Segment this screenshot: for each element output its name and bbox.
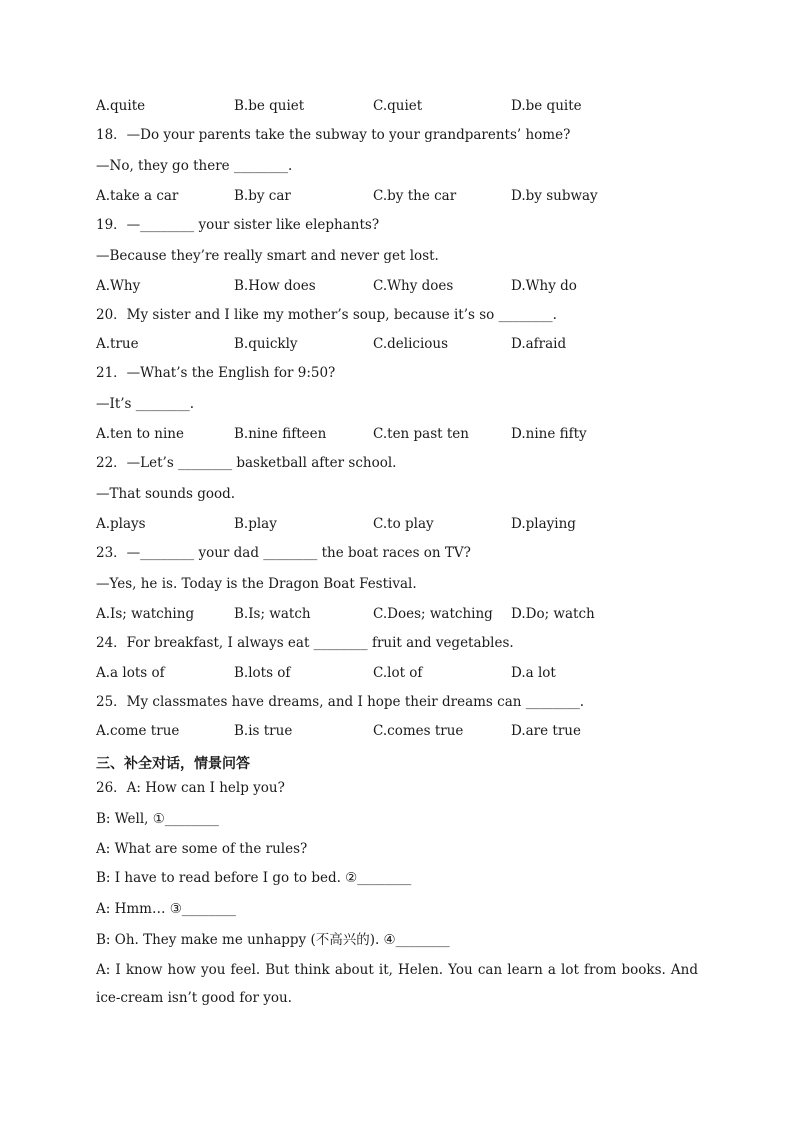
dialogue-line-5: A: Hmm… ③________ — [96, 901, 236, 917]
dialogue-line-1: 26．A: How can I help you? — [96, 780, 285, 796]
q24-option-a: A.a lots of — [96, 665, 165, 681]
q23-options — [96, 605, 716, 623]
q17-option-a: A.quite — [96, 98, 146, 114]
q25-options — [96, 722, 716, 740]
section-heading: 三、补全对话，情景问答 — [96, 756, 250, 772]
q22-reply: —That sounds good. — [96, 486, 236, 502]
q20-option-d: D.afraid — [511, 336, 567, 352]
q23-option-a: A.Is; watching — [96, 606, 195, 622]
q22-option-a: A.plays — [96, 516, 146, 532]
q25-option-b: B.is true — [234, 723, 293, 739]
q21-options — [96, 425, 716, 443]
q24-option-c: C.lot of — [373, 665, 423, 681]
q21-option-c: C.ten past ten — [373, 426, 469, 442]
q23-option-d: D.Do; watch — [511, 606, 595, 622]
q20-option-c: C.delicious — [373, 336, 449, 352]
q19-option-d: D.Why do — [511, 278, 577, 294]
q18-option-d: D.by subway — [511, 188, 598, 204]
q20-option-b: B.quickly — [234, 336, 298, 352]
q22-option-c: C.to play — [373, 516, 434, 532]
q17-options — [96, 97, 716, 115]
q22-option-d: D.playing — [511, 516, 576, 532]
q20-options — [96, 335, 716, 353]
q20-question: 20．My sister and I like my mother’s soup, because it’s so ________. — [96, 307, 557, 323]
q23-option-b: B.Is; watch — [234, 606, 311, 622]
q18-option-c: C.by the car — [373, 188, 457, 204]
q25-option-a: A.come true — [96, 723, 180, 739]
dialogue-line-4: B: I have to read before I go to bed. ②________ — [96, 870, 412, 886]
q19-reply: —Because they’re really smart and never get lost. — [96, 248, 439, 264]
dialogue-line-2: B: Well, ①________ — [96, 811, 219, 827]
q18-option-b: B.by car — [234, 188, 291, 204]
q19-option-b: B.How does — [234, 278, 316, 294]
q21-option-d: D.nine fifty — [511, 426, 587, 442]
q24-options — [96, 664, 716, 682]
q18-question: 18．—Do your parents take the subway to your grandparents’ home? — [96, 127, 571, 143]
q25-question: 25．My classmates have dreams, and I hope their dreams can ________. — [96, 694, 585, 710]
q22-option-b: B.play — [234, 516, 277, 532]
q22-options — [96, 515, 716, 533]
q23-question: 23．—________ your dad ________ the boat races on TV? — [96, 545, 471, 561]
q25-option-d: D.are true — [511, 723, 581, 739]
q25-option-c: C.comes true — [373, 723, 464, 739]
q23-reply: —Yes, he is. Today is the Dragon Boat Festival. — [96, 576, 417, 592]
q23-option-c: C.Does; watching — [373, 606, 493, 622]
q17-option-b: B.be quiet — [234, 98, 305, 114]
q21-question: 21．—What’s the English for 9:50? — [96, 365, 336, 381]
q20-option-a: A.true — [96, 336, 139, 352]
q19-option-c: C.Why does — [373, 278, 454, 294]
q21-reply: —It’s ________. — [96, 396, 195, 412]
q22-question: 22．—Let’s ________ basketball after school. — [96, 455, 397, 471]
q18-options — [96, 187, 716, 205]
q21-option-b: B.nine fifteen — [234, 426, 327, 442]
q19-option-a: A.Why — [96, 278, 141, 294]
q24-option-b: B.lots of — [234, 665, 291, 681]
q17-option-c: C.quiet — [373, 98, 423, 114]
q24-question: 24．For breakfast, I always eat ________ fruit and vegetables. — [96, 635, 514, 651]
q18-option-a: A.take a car — [96, 188, 179, 204]
q17-option-d: D.be quite — [511, 98, 582, 114]
q19-question: 19．—________ your sister like elephants? — [96, 217, 380, 233]
dialogue-final: A: I know how you feel. But think about it, Helen. You can learn a lot from books. And ice-cream isn’t good for you. — [96, 962, 698, 1006]
q18-reply: —No, they go there ________. — [96, 158, 293, 174]
dialogue-line-3: A: What are some of the rules? — [96, 841, 308, 857]
q24-option-d: D.a lot — [511, 665, 556, 681]
q21-option-a: A.ten to nine — [96, 426, 184, 442]
dialogue-line-6: B: Oh. They make me unhappy (不高兴的). ④________ — [96, 932, 450, 948]
q19-options — [96, 277, 716, 295]
